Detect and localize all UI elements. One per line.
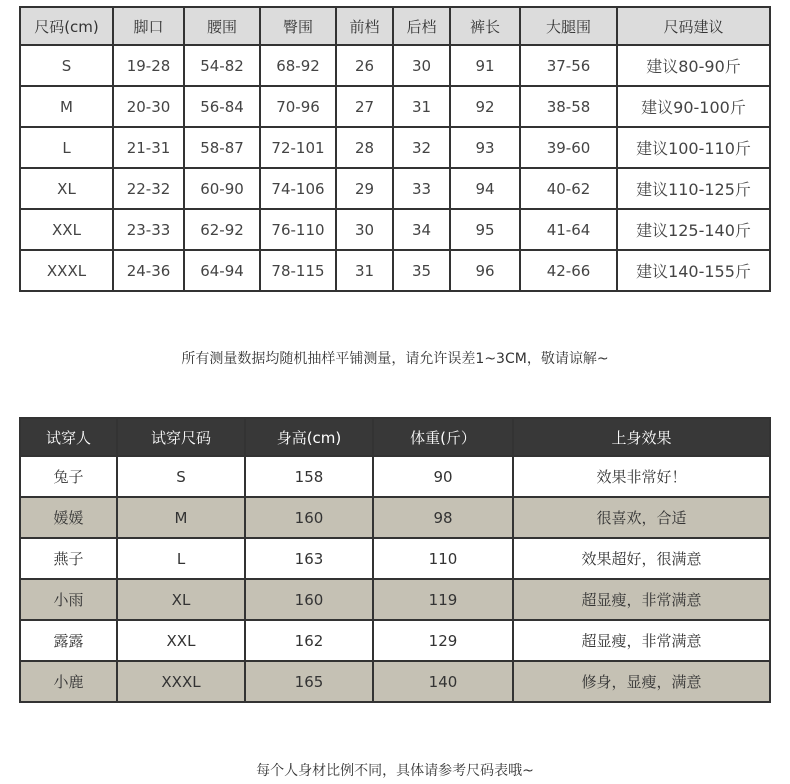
table-cell: 90 <box>373 456 513 497</box>
table-cell: 160 <box>245 579 373 620</box>
table-cell: 21-31 <box>113 127 184 168</box>
header-hem: 脚口 <box>113 7 184 45</box>
table-cell: 37-56 <box>520 45 617 86</box>
header-tried-size: 试穿尺码 <box>117 418 245 456</box>
table-cell: L <box>117 538 245 579</box>
table-cell: 92 <box>450 86 520 127</box>
table-cell: 露露 <box>20 620 117 661</box>
table-cell: 兔子 <box>20 456 117 497</box>
table-cell: 28 <box>336 127 393 168</box>
table-cell: 42-66 <box>520 250 617 291</box>
table-cell: 158 <box>245 456 373 497</box>
table-cell: 效果非常好！ <box>513 456 770 497</box>
table-cell: 54-82 <box>184 45 260 86</box>
table-cell: 29 <box>336 168 393 209</box>
table-cell: 119 <box>373 579 513 620</box>
table-row <box>20 456 770 497</box>
header-effect: 上身效果 <box>513 418 770 456</box>
table-row <box>20 45 770 86</box>
table-cell: 22-32 <box>113 168 184 209</box>
table-cell: 建议125-140斤 <box>617 209 770 250</box>
size-chart-table <box>19 6 771 292</box>
table-cell: 163 <box>245 538 373 579</box>
table-cell: 93 <box>450 127 520 168</box>
table-cell: 效果超好，很满意 <box>513 538 770 579</box>
table-cell: 162 <box>245 620 373 661</box>
table-cell: 38-58 <box>520 86 617 127</box>
table-cell: 23-33 <box>113 209 184 250</box>
header-thigh: 大腿围 <box>520 7 617 45</box>
table-cell: 40-62 <box>520 168 617 209</box>
table-cell: 31 <box>393 86 450 127</box>
table-cell: 24-36 <box>113 250 184 291</box>
table-cell: XXXL <box>20 250 113 291</box>
header-waist: 腰围 <box>184 7 260 45</box>
table-cell: 96 <box>450 250 520 291</box>
header-tester: 试穿人 <box>20 418 117 456</box>
header-length: 裤长 <box>450 7 520 45</box>
table-row <box>20 538 770 579</box>
measurement-note: 所有测量数据均随机抽样平铺测量，请允许误差1~3CM，敬请谅解~ <box>181 351 609 367</box>
table-cell: 78-115 <box>260 250 336 291</box>
table-cell: 建议80-90斤 <box>617 45 770 86</box>
table-cell: 燕子 <box>20 538 117 579</box>
table-cell: 很喜欢，合适 <box>513 497 770 538</box>
table-cell: 建议140-155斤 <box>617 250 770 291</box>
tryon-header-row <box>20 418 770 456</box>
table-cell: 建议100-110斤 <box>617 127 770 168</box>
table-row <box>20 497 770 538</box>
table-cell: 74-106 <box>260 168 336 209</box>
table-cell: XL <box>117 579 245 620</box>
header-front-rise: 前档 <box>336 7 393 45</box>
table-cell: 129 <box>373 620 513 661</box>
table-cell: 超显瘦，非常满意 <box>513 579 770 620</box>
table-cell: 140 <box>373 661 513 702</box>
table-cell: 76-110 <box>260 209 336 250</box>
table-cell: 62-92 <box>184 209 260 250</box>
table-cell: 20-30 <box>113 86 184 127</box>
table-cell: M <box>117 497 245 538</box>
table-cell: XL <box>20 168 113 209</box>
table-row <box>20 250 770 291</box>
table-cell: 33 <box>393 168 450 209</box>
table-cell: 91 <box>450 45 520 86</box>
table-cell: M <box>20 86 113 127</box>
table-row <box>20 127 770 168</box>
table-cell: 小雨 <box>20 579 117 620</box>
table-cell: 小鹿 <box>20 661 117 702</box>
header-advice: 尺码建议 <box>617 7 770 45</box>
table-cell: 70-96 <box>260 86 336 127</box>
table-cell: 修身，显瘦，满意 <box>513 661 770 702</box>
table-row <box>20 86 770 127</box>
table-cell: 165 <box>245 661 373 702</box>
table-cell: XXL <box>20 209 113 250</box>
fit-note: 每个人身材比例不同，具体请参考尺码表哦~ <box>256 763 534 779</box>
table-cell: 31 <box>336 250 393 291</box>
header-back-rise: 后档 <box>393 7 450 45</box>
table-cell: 建议90-100斤 <box>617 86 770 127</box>
table-cell: 72-101 <box>260 127 336 168</box>
table-cell: 60-90 <box>184 168 260 209</box>
table-cell: 27 <box>336 86 393 127</box>
table-cell: XXL <box>117 620 245 661</box>
table-row <box>20 209 770 250</box>
table-cell: 34 <box>393 209 450 250</box>
table-cell: 98 <box>373 497 513 538</box>
table-cell: 建议110-125斤 <box>617 168 770 209</box>
table-cell: 30 <box>336 209 393 250</box>
table-cell: XXXL <box>117 661 245 702</box>
table-cell: 39-60 <box>520 127 617 168</box>
tryon-table <box>19 417 771 703</box>
table-cell: S <box>117 456 245 497</box>
table-cell: 媛媛 <box>20 497 117 538</box>
table-cell: 110 <box>373 538 513 579</box>
table-cell: 58-87 <box>184 127 260 168</box>
header-height: 身高(cm) <box>245 418 373 456</box>
table-cell: 32 <box>393 127 450 168</box>
table-cell: 41-64 <box>520 209 617 250</box>
table-cell: 68-92 <box>260 45 336 86</box>
table-cell: 94 <box>450 168 520 209</box>
header-weight: 体重(斤） <box>373 418 513 456</box>
table-cell: 30 <box>393 45 450 86</box>
table-cell: 超显瘦，非常满意 <box>513 620 770 661</box>
header-hip: 臀围 <box>260 7 336 45</box>
header-size: 尺码(cm) <box>20 7 113 45</box>
table-cell: 19-28 <box>113 45 184 86</box>
table-cell: L <box>20 127 113 168</box>
table-cell: 56-84 <box>184 86 260 127</box>
table-row <box>20 620 770 661</box>
table-row <box>20 579 770 620</box>
table-cell: 64-94 <box>184 250 260 291</box>
table-row <box>20 168 770 209</box>
table-cell: 26 <box>336 45 393 86</box>
table-cell: 95 <box>450 209 520 250</box>
table-cell: S <box>20 45 113 86</box>
size-chart-header-row <box>20 7 770 45</box>
table-row <box>20 661 770 702</box>
table-cell: 35 <box>393 250 450 291</box>
table-cell: 160 <box>245 497 373 538</box>
